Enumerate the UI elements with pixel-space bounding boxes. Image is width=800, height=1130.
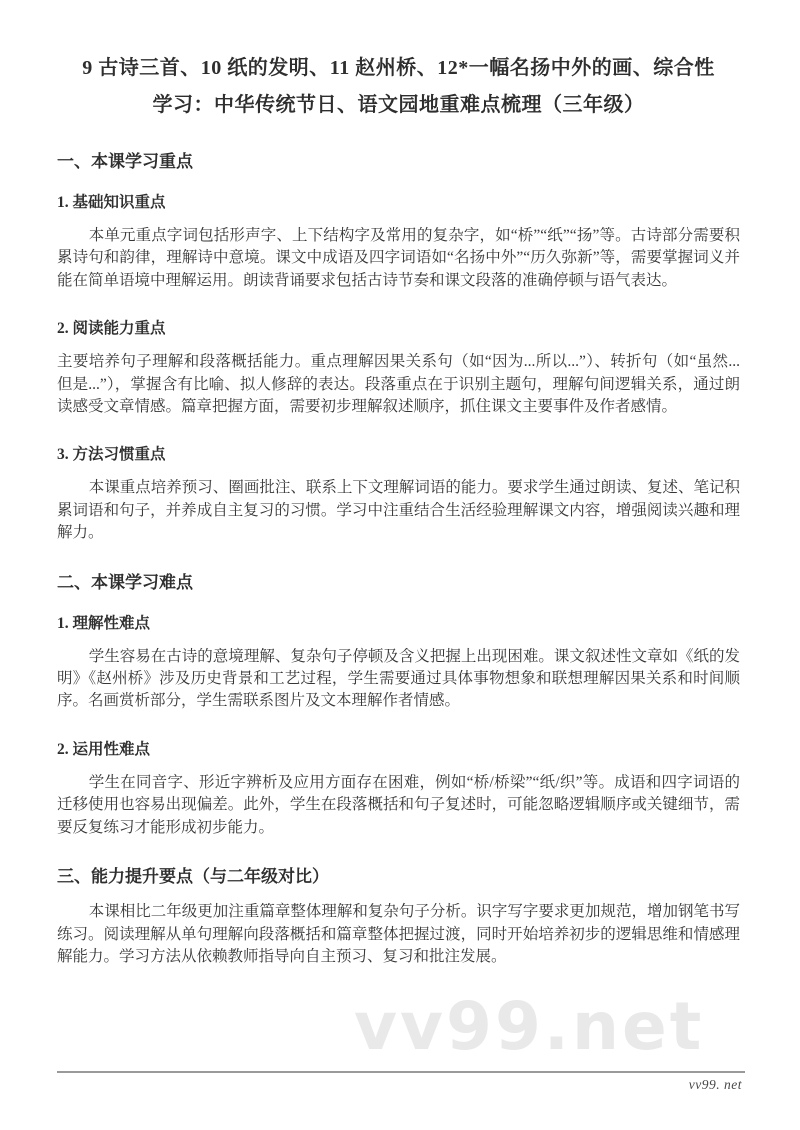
block-application-difficulty xyxy=(57,739,740,839)
paragraph-method-habit: 本课重点培养预习、圈画批注、联系上下文理解词语的能力。要求学生通过朗读、复述、笔记积累词语和句子，并养成自主复习的习惯。学习中注重结合生活经验理解课文内容，增强阅读兴趣和理解力。 xyxy=(57,479,740,542)
document-title-line-1: 9 古诗三首、10 纸的发明、11 赵州桥、12*一幅名扬中外的画、综合性 xyxy=(82,57,715,79)
block-basic-knowledge xyxy=(57,192,740,292)
section-study-difficulties xyxy=(57,572,740,839)
section-heading-study-focus: 一、本课学习重点 xyxy=(57,152,193,171)
footer-divider xyxy=(57,1071,745,1073)
subheading-reading-ability: 2. 阅读能力重点 xyxy=(57,320,166,338)
block-method-habit xyxy=(57,444,740,544)
document-content xyxy=(57,0,740,968)
subheading-application-difficulty: 2. 运用性难点 xyxy=(57,740,151,758)
section-heading-study-difficulties: 二、本课学习难点 xyxy=(57,572,193,592)
paragraph-ability-improvement: 本课相比二年级更加注重篇章整体理解和复杂句子分析。识字写字要求更加规范，增加钢笔书写练习。阅读理解从单句理解向段落概括和篇章整体把握过渡，同时开始培养初步的逻辑思维和情感理解能力。学习方法从依赖教师指导向自主预习、复习和批注发展。 xyxy=(57,903,740,965)
subheading-basic-knowledge: 1. 基础知识重点 xyxy=(57,194,166,211)
document-title xyxy=(57,0,740,124)
document-title-line-2: 学习：中华传统节日、语文园地重难点梳理（三年级） xyxy=(152,94,645,116)
paragraph-comprehension-difficulty: 学生容易在古诗的意境理解、复杂句子停顿及含义把握上出现困难。课文叙述性文章如《纸的发明》《赵州桥》涉及历史背景和工艺过程，学生需要通过具体事物想象和联想理解因果关系和时间顺序。名画赏析部分，学生需联系图片及文本理解作者情感。 xyxy=(57,647,740,710)
paragraph-reading-ability: 主要培养句子理解和段落概括能力。重点理解因果关系句（如“因为...所以...”）、转折句（如“虽然...但是...”），掌握含有比喻、拟人修辞的表达。段落重点在于识别主题句，理解句间逻辑关系，通过朗读感受文章情感。篇章把握方面，需要初步理解叙述顺序，抓住课文主要事件及作者感情。 xyxy=(57,353,740,416)
subheading-method-habit: 3. 方法习惯重点 xyxy=(57,446,166,464)
section-study-focus xyxy=(57,151,740,545)
block-ability-improvement xyxy=(57,901,740,968)
paragraph-basic-knowledge: 本单元重点字词包括形声字、上下结构字及常用的复杂字，如“桥”“纸”“扬”等。古诗部分需要积累诗句和韵律，理解诗中意境。课文中成语及四字词语如“名扬中外”“历久弥新”等，需要掌握词义并能在简单语境中理解运用。朗读背诵要求包括古诗节奏和课文段落的准确停顿与语气表达。 xyxy=(57,227,740,289)
section-ability-improvement xyxy=(57,866,740,968)
paragraph-application-difficulty: 学生在同音字、形近字辨析及应用方面存在困难，例如“桥/桥梁”“纸/织”等。成语和四字词语的迁移使用也容易出现偏差。此外，学生在段落概括和句子复述时，可能忽略逻辑顺序或关键细节，需要反复练习才能形成初步能力。 xyxy=(57,773,740,836)
subheading-comprehension-difficulty: 1. 理解性难点 xyxy=(57,614,151,632)
block-comprehension-difficulty xyxy=(57,613,740,713)
section-heading-ability-improvement: 三、能力提升要点（与二年级对比） xyxy=(57,867,329,887)
watermark-logo: vv99.net xyxy=(354,988,705,1065)
block-reading-ability xyxy=(57,318,740,418)
footer-site-label: vv99. net xyxy=(688,1077,742,1092)
